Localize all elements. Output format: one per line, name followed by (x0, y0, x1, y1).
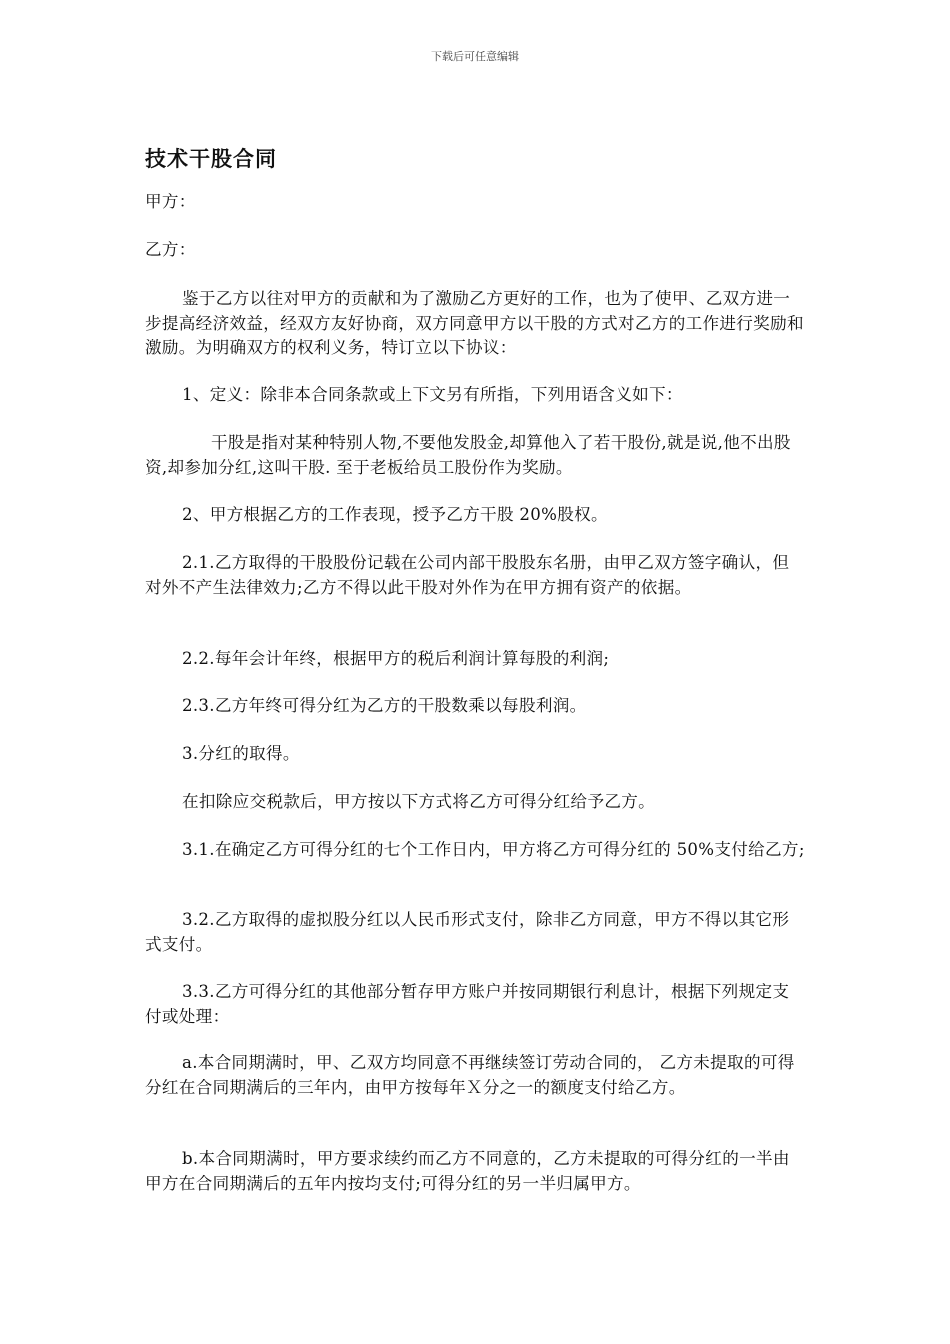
clause-a: a.本合同期满时，甲、乙双方均同意不再继续签订劳动合同的， 乙方未提取的可得分红在合同期满后的三年内，由甲方按每年Ｘ分之一的额度支付给乙方。 (145, 1053, 795, 1097)
clause-2-3: 2.3.乙方年终可得分红为乙方的干股数乘以每股利润。 (182, 696, 587, 715)
clause-3-intro: 在扣除应交税款后，甲方按以下方式将乙方可得分红给予乙方。 (182, 792, 656, 811)
intro-paragraph: 鉴于乙方以往对甲方的贡献和为了激励乙方更好的工作，也为了使甲、乙双方进一步提高经济效益，经双方友好协商，双方同意甲方以干股的方式对乙方的工作进行奖励和激励。为明确双方的权利义务，特订立以下协议： (145, 289, 804, 357)
clause-2: 2、甲方根据乙方的工作表现，授予乙方干股 20%股权。 (182, 505, 608, 524)
page-header-note: 下载后可任意编辑 (431, 50, 519, 63)
document-title: 技术干股合同 (145, 147, 277, 171)
clause-3: 3.分红的取得。 (182, 744, 300, 763)
party-a-line: 甲方： (145, 192, 196, 211)
definition-heading: 1、定义：除非本合同条款或上下文另有所指，下列用语含义如下： (182, 385, 683, 404)
clause-b: b.本合同期满时，甲方要求续约而乙方不同意的，乙方未提取的可得分红的一半由甲方在合同期满后的五年内按均支付;可得分红的另一半归属甲方。 (145, 1149, 790, 1193)
definition-body: 干股是指对某种特别人物,不要他发股金,却算他入了若干股份,就是说,他不出股资,却参加分红,这叫干股. 至于老板给员工股份作为奖励。 (145, 433, 791, 477)
clause-3-1: 3.1.在确定乙方可得分红的七个工作日内，甲方将乙方可得分红的 50%支付给乙方; (182, 840, 805, 859)
clause-2-2: 2.2.每年会计年终，根据甲方的税后利润计算每股的利润; (182, 649, 610, 668)
party-b-line: 乙方： (145, 240, 196, 259)
clause-2-1: 2.1.乙方取得的干股股份记载在公司内部干股股东名册，由甲乙双方签字确认，但对外不产生法律效力;乙方不得以此干股对外作为在甲方拥有资产的依据。 (145, 553, 790, 597)
clause-3-3: 3.3.乙方可得分红的其他部分暂存甲方账户并按同期银行利息计，根据下列规定支付或处理： (145, 982, 790, 1026)
clause-3-2: 3.2.乙方取得的虚拟股分红以人民币形式支付，除非乙方同意，甲方不得以其它形式支付。 (145, 910, 790, 954)
